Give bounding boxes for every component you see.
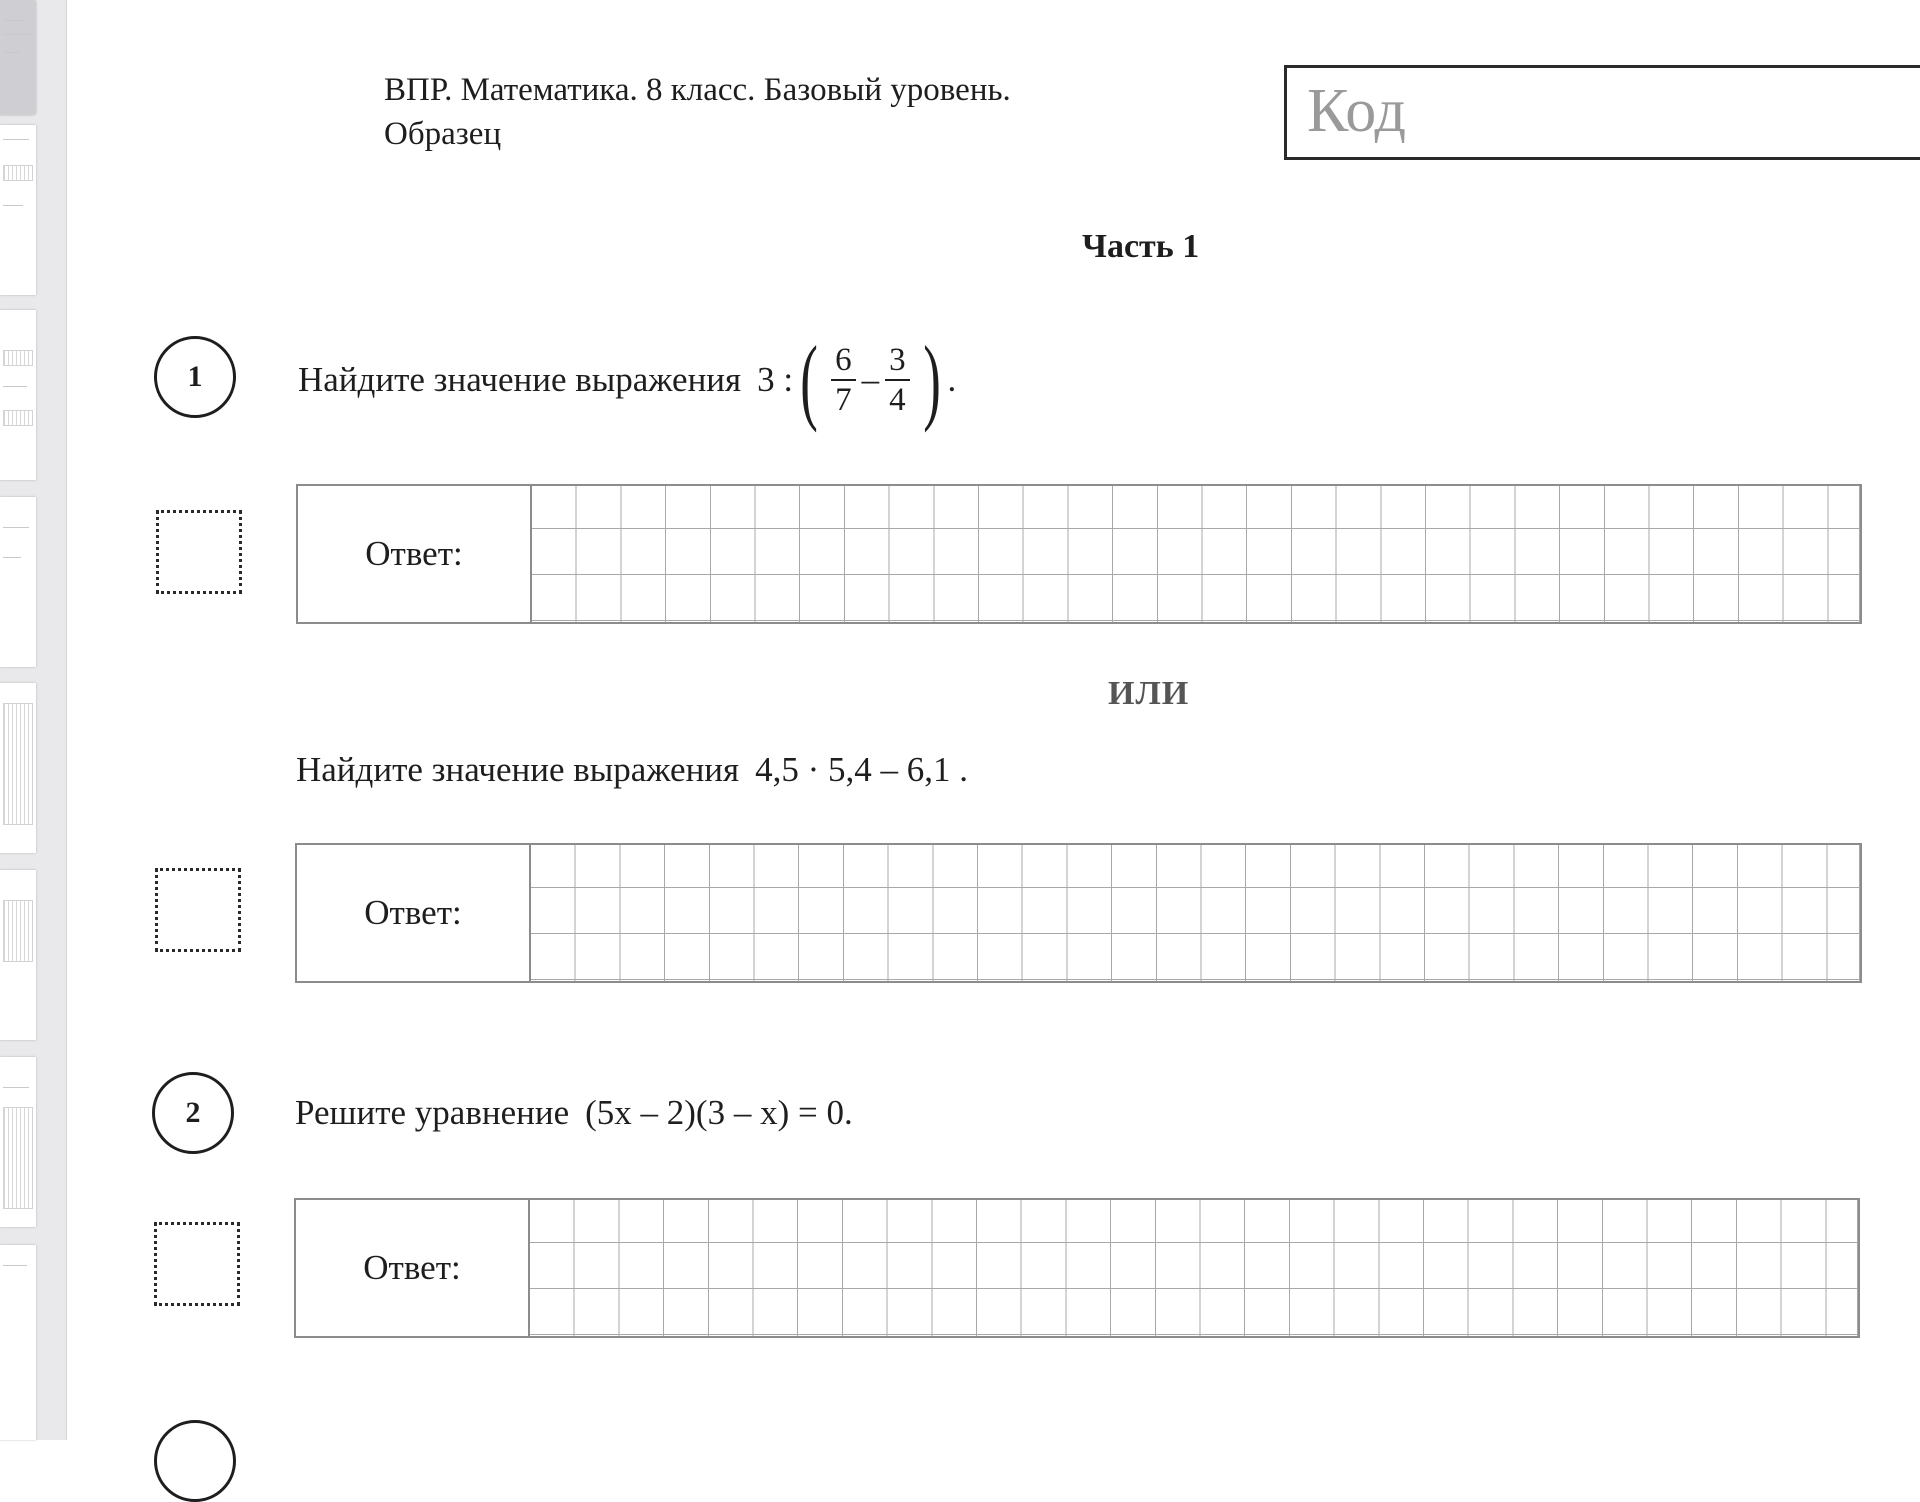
score-box-1-alt <box>155 868 241 952</box>
task-1-end: . <box>947 360 957 399</box>
document-page <box>66 0 1920 1440</box>
fraction-2 <box>885 341 910 419</box>
answer-grid[interactable] <box>531 845 1860 981</box>
fraction-2-denominator: 4 <box>889 382 906 418</box>
answer-grid[interactable] <box>532 486 1860 622</box>
task-1-text <box>298 326 957 433</box>
document-header <box>384 68 1011 156</box>
answer-label: Ответ: <box>297 845 531 981</box>
page-thumbnail-7[interactable] <box>0 1057 36 1227</box>
page-thumbnail-1[interactable] <box>0 0 36 115</box>
task-2-text <box>295 1088 853 1138</box>
page-thumbnail-2[interactable] <box>0 125 36 295</box>
answer-field-1-alt[interactable] <box>295 843 1862 983</box>
header-line-2: Образец <box>384 116 502 152</box>
answer-label: Ответ: <box>298 486 532 622</box>
task-2-expression: (5x – 2)(3 – x) = 0. <box>585 1093 853 1132</box>
page-thumbnails-sidebar[interactable] <box>0 0 67 1440</box>
fraction-1 <box>831 341 856 419</box>
code-field <box>1284 65 1920 160</box>
task-2-prompt: Решите уравнение <box>295 1093 570 1132</box>
or-separator: ИЛИ <box>1108 675 1190 712</box>
task-1-prompt: Найдите значение выражения <box>298 360 742 399</box>
answer-grid[interactable] <box>530 1200 1858 1336</box>
task-1-alt-text <box>296 745 968 795</box>
task-number-2: 2 <box>152 1072 234 1154</box>
fraction-2-numerator: 3 <box>885 341 910 381</box>
fraction-1-denominator: 7 <box>835 382 852 418</box>
task-number-1: 1 <box>154 336 236 418</box>
answer-label: Ответ: <box>296 1200 530 1336</box>
task-1-alt-expression: 4,5 · 5,4 – 6,1 . <box>755 750 969 789</box>
answer-field-1[interactable] <box>296 484 1862 624</box>
right-paren: ) <box>922 326 941 433</box>
header-line-1: ВПР. Математика. 8 класс. Базовый уровень. <box>384 72 1011 108</box>
score-box-2 <box>154 1222 240 1306</box>
left-paren: ( <box>800 326 818 433</box>
task-1-expression <box>757 326 957 433</box>
fraction-1-numerator: 6 <box>831 341 856 381</box>
answer-field-2[interactable] <box>294 1198 1860 1338</box>
page-thumbnail-4[interactable] <box>0 497 36 667</box>
task-number-3-partial <box>154 1420 236 1502</box>
task-1-expr-prefix: 3 : <box>757 360 794 399</box>
code-label: Код <box>1307 77 1407 145</box>
page-thumbnail-3[interactable] <box>0 310 36 480</box>
page-thumbnail-5[interactable] <box>0 683 36 853</box>
task-1-alt-prompt: Найдите значение выражения <box>296 750 740 789</box>
page-thumbnail-6[interactable] <box>0 870 36 1040</box>
minus-sign: – <box>861 360 880 399</box>
part-title: Часть 1 <box>1082 228 1200 265</box>
page-thumbnail-8[interactable] <box>0 1245 36 1440</box>
score-box-1 <box>156 510 242 594</box>
